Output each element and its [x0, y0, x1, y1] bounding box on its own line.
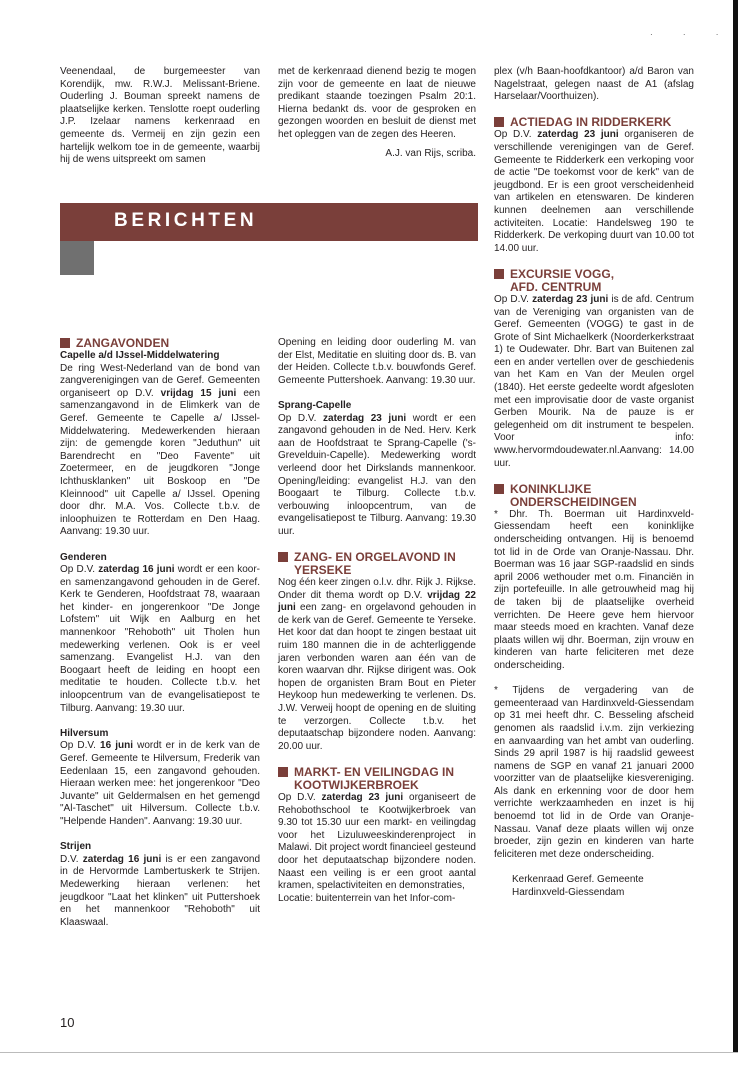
page-number: 10	[60, 1015, 75, 1030]
heading-marker	[494, 269, 504, 279]
heading-yerseke: ZANG- EN ORGELAVOND IN YERSEKE	[278, 551, 476, 577]
article-capelle: De ring West-Nederland van de bond van zangverenigingen van de Geref. Gemeenten organiseert op D.V. vrijdag 15 juni een samenzangavond in de Elimkerk van de Geref. Gemeente te Capelle a/ IJssel-Middelwatering. Medewerkenden hieraan zijn: de gemengde koren "Jeduthun" uit Barendrecht en "Deo Favente" uit Zoetermeer, en de jeugdkoren "Jonge Ichthusklanken" uit Boskoop en "De Kleinnood" uit Capelle a/ IJssel. Opening door dhr. M.A. Vos. Collecte t.b.v. de inloophuizen te Rotterdam en Den Haag. Aanvang: 19.30 uur.	[60, 362, 260, 538]
closing-line-2: Hardinxveld-Giessendam	[512, 886, 625, 898]
heading-marker	[278, 552, 288, 562]
scan-dots: · · ·	[650, 30, 733, 39]
top-column-2	[278, 66, 476, 160]
article-ridderkerk: Op D.V. zaterdag 23 juni organiseren de verschillende verenigingen van de Geref. Gemeente te Ridderkerk een verkoping voor de actie "De toekomst voor de kerk" van de jeugdbond. Er is een groot verscheidenheid van artikelen en etenswaren. De kinderen kunnen deelnemen aan verschillende activiteiten. Locatie: Handelsweg 190 te Ridderkerk. De verkoping duurt van 10.00 tot 14.00 uur.	[494, 129, 694, 254]
top-text-1: Veenendaal, de burgemeester van Korendijk, mw. R.W.J. Melissant-Briene. Ouderling J. Bouman spreekt namens de plaatselijke kerken. Tenslotte roept ouderling J.P. Izelaar namens kerkenraad en gemeente ds. Vermeij en zijn gezin een hartelijk welkom toe in de gemeente, waarbij hij de wens uitspreekt om samen	[60, 66, 260, 166]
article-genderen: Op D.V. zaterdag 16 juni wordt er een koor- en samenzangavond gehouden in de Geref. Kerk te Genderen, Hoofdstraat 78, waaraan het kinder- en jongerenkoor "De Jonge Lofstem" uit Wijk en Aalburg en het mannenkoor "Rehoboth" uit Tholen hun medewerking verlenen. Ook is er veel samenzang. Evangelist H.J. van den Boogaart heeft de leiding en hoopt een meditatie te houden. Collecte t.b.v. het inloopcentrum van de evangelisatiepost te Tilburg. Aanvang: 19.30 uur.	[60, 564, 260, 714]
heading-zangavonden: ZANGAVONDEN	[60, 337, 260, 350]
heading-onderscheidingen: KONINKLIJKE ONDERSCHEIDINGEN	[494, 483, 694, 509]
article-strijen: D.V. zaterdag 16 juni is er een zangavond in de Hervormde Lambertuskerk te Strijen. Medewerking hieraan verlenen: het jeugdkoor "Laat het klinken" uit Puttershoek en het mannenkoor "Rehoboth" uit Klaaswaal.	[60, 853, 261, 928]
column-1	[60, 337, 260, 929]
heading-kootwijkerbroek: MARKT- EN VEILINGDAG IN KOOTWIJKERBROEK	[278, 766, 476, 792]
subheading-capelle: Capelle a/d IJssel-Middelwatering	[60, 350, 220, 361]
article-sprang: Op D.V. zaterdag 23 juni wordt er een zangavond gehouden in de Ned. Herv. Kerk aan de Hoofdstraat te Sprang-Capelle ('s-Grevelduin-Capelle). Medewerking wordt verleend door het Dirkslands mannenkoor. Opening/leiding: evangelist H.J. van den Boogaart te Tilburg. Collecte t.b.v. verbouwing inloopcentrum, van de evangelisatiepost te Tilburg. Aanvang: 19.30 uur.	[278, 412, 476, 537]
top-column-1	[60, 66, 260, 167]
article-kootwijkerbroek-continued: plex (v/h Baan-hoofdkantoor) a/d Baron van Nagelstraat, gelegen naast de A1 (afslag Harselaar/Voorthuizen).	[494, 66, 694, 103]
article-yerseke: Nog één keer zingen o.l.v. dhr. Rijk J. Rijkse. Onder dit thema wordt op D.V. vrijdag 22 juni een zang- en orgelavond gehouden in de kerk van de Geref. Gemeente te Yerseke. Het koor dat dan hoopt te zingen bestaat uit ruim 180 mannen die in de achterliggende jaren verbonden waren aan één van de koren waarvan dhr. Rijkse dirigent was. Ook hopen de organisten Bram Bout en Pieter Heykoop hun medewerking te verlenen. Ds. J.W. Verweij hoopt de opening en de sluiting te verzorgen. Collecte t.b.v. het deputaatschap bijzondere noden. Aanvang: 20.00 uur.	[278, 577, 476, 752]
heading-marker	[278, 767, 288, 777]
article-hilversum: Op D.V. 16 juni wordt er in de kerk van de Geref. Gemeente te Hilversum, Frederik van Eedenlaan 15, een zangavond gehouden. Hieraan werken mee: het jongerenkoor "Deo Juvante" uit Geldermalsen en het gemengd "Al-Taschet" uit Hilversum. Collecte t.b.v. "Helpende Handen". Aanvang: 19.30 uur.	[60, 740, 260, 827]
article-kootwijkerbroek: Op D.V. zaterdag 23 juni organiseert de Rehobothschool te Kootwijkerbroek van 9.30 tot 15.30 uur een markt- en veilingdag voor het Lizuluweeskinderenproject in Malawi. Dit project wordt financieel gesteund door het deputaatschap bijzondere noden. Naast een veiling is er een groot aantal kramen, spelactiviteiten en demonstraties,	[278, 792, 476, 892]
subheading-hilversum: Hilversum	[60, 727, 109, 739]
article-boerman: * Dhr. Th. Boerman uit Hardinxveld-Giessendam heeft een koninklijke onderscheiding ontvangen. Hij is benoemd tot lid in de Orde van Oranje-Nassau. Dhr. Boerman was 16 jaar SGP-raadslid en sinds april 2006 wethouder met o.m. Financiën in zijn portefeuille. In alle getrouwheid mag hij de taken bij de plaatselijke overheid verrichten. De Heere geve hem hiervoor maar steeds moed en krachten. Vanaf deze plaats willen wij dhr. Boerman, zijn vrouw en kinderen van harte feliciteren met deze onderscheiding.	[494, 508, 694, 671]
heading-vogg: EXCURSIE VOGG, AFD. CENTRUM	[494, 268, 694, 294]
heading-marker	[494, 484, 504, 494]
page-edge	[733, 0, 738, 1068]
section-title: BERICHTEN	[114, 210, 258, 231]
subheading-genderen: Genderen	[60, 551, 107, 563]
article-kootwijkerbroek-location: Locatie: buitenterrein van het Infor-com-	[278, 892, 456, 904]
top-text-2: met de kerkenraad dienend bezig te mogen zijn voor de gemeente en laat de nieuwe predikant staande toezingen Psalm 20:1. Hierna bedankt ds. voor de gesproken en gezongen woorden en besluit de dienst met het opleggen van de zegen des Heeren.	[278, 66, 476, 140]
subheading-strijen: Strijen	[60, 841, 92, 853]
heading-ridderkerk: ACTIEDAG IN RIDDERKERK	[494, 116, 694, 129]
subheading-sprang: Sprang-Capelle	[278, 399, 352, 411]
article-vogg: Op D.V. zaterdag 23 juni is de afd. Centrum van de Vereniging van organisten van de Geref. Gemeenten (VOGG) te gast in de Grote of Sint Michaelkerk (Noorderkerkstraat 1) te Oudewater. Dhr. Bart van Buitenen zal een en ander vertellen over de geschiedenis van het Kam en Van der Meulen orgel (1840). Het eerste gedeelte wordt afgesloten met een improvisatie door de vaste organist Gerben Mourik. Na de pauze is er gelegenheid om dit instrument te bespelen. Voor info: www.hervormdoudewater.nl.Aanvang: 14.00 uur.	[494, 293, 694, 469]
banner-accent-block	[60, 241, 94, 275]
article-besseling: * Tijdens de vergadering van de gemeenteraad van Hardinxveld-Giessendam op 31 mei heeft dhr. C. Besseling afscheid genomen als raadslid i.v.m. zijn verkiezing en aanvaarding van het ambt van ouderling. Sinds 29 april 1987 is hij raadslid geweest namens de SGP en vanaf 21 januari 2000 voorzitter van de plaatselijke kiesvereniging. Als dank en erkenning voor de door hem verrichte werkzaamheden en inzet is hij benoemd tot lid in de Orde van Oranje-Nassau. Vanaf deze plaats willen wij onze broeder, zijn gezin en kinderen van harte feliciteren met deze onderscheiding.	[494, 685, 694, 860]
column-2	[278, 337, 476, 905]
heading-marker	[494, 117, 504, 127]
article-strijen-continued: Opening en leiding door ouderling M. van der Elst, Meditatie en sluiting door ds. B. van der Heiden. Collecte t.b.v. bouwfonds Geref. Gemeente Puttershoek. Aanvang: 19.30 uur.	[278, 337, 476, 386]
page-bottom-edge	[0, 1052, 738, 1069]
heading-marker	[60, 338, 70, 348]
signature: A.J. van Rijs, scriba.	[385, 147, 476, 159]
closing-line-1: Kerkenraad Geref. Gemeente	[512, 874, 644, 886]
column-3	[494, 66, 694, 899]
